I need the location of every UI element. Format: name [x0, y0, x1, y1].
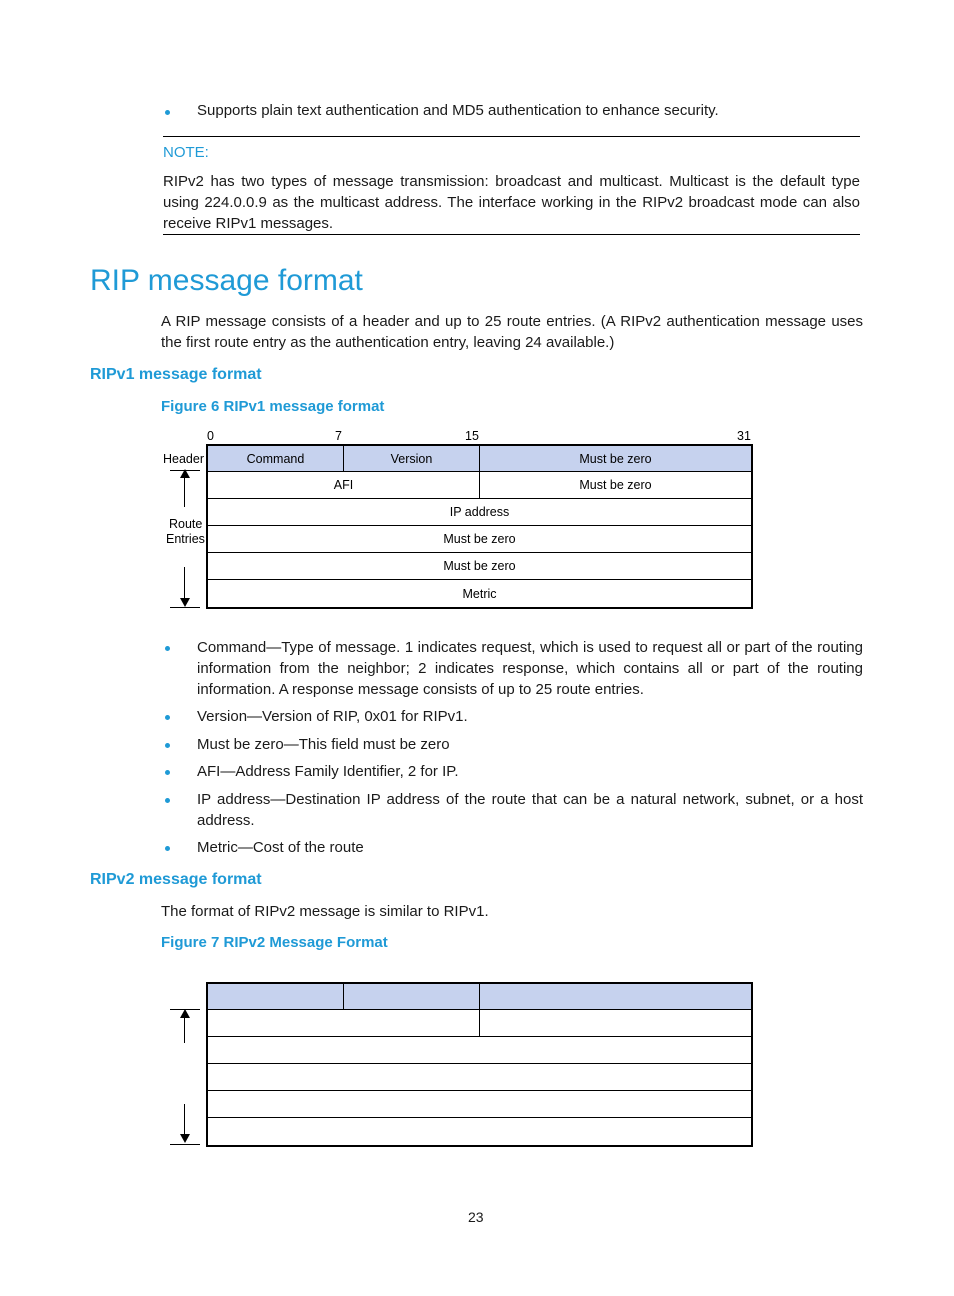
desc-ip-address: IP address—Destination IP address of the route that can be a natural network, subnet, or a host address.	[197, 791, 863, 829]
header-must-be-zero-field: Must be zero	[479, 445, 752, 472]
bullet-icon	[165, 110, 170, 115]
desc-afi: AFI—Address Family Identifier, 2 for IP.	[197, 763, 459, 780]
bullet-icon	[165, 798, 170, 803]
route-up-arrow-shaft	[184, 475, 185, 507]
ripv2-heading: RIPv2 message format	[90, 871, 262, 888]
ripv2-intro: The format of RIPv2 message is similar to RIPv1.	[161, 903, 489, 920]
command-field	[207, 983, 344, 1010]
bit-label-0: 0	[207, 429, 214, 443]
route-top-tick	[170, 470, 200, 471]
ip-address-field: IP address	[207, 498, 752, 526]
version-field: Version	[343, 445, 480, 472]
route-bottom-tick	[170, 1144, 200, 1145]
figure-7-caption: Figure 7 RIPv2 Message Format	[161, 934, 388, 951]
afi-must-be-zero-field: Must be zero	[479, 471, 752, 499]
desc-metric: Metric—Cost of the route	[197, 839, 364, 856]
section-intro: A RIP message consists of a header and up to 25 route entries. (A RIPv2 authentication message uses the first route entry as the authentication entry, leaving 24 available.)	[161, 313, 863, 351]
ripv1-heading: RIPv1 message format	[90, 366, 262, 383]
metric-field	[207, 1117, 752, 1146]
bullet-icon	[165, 770, 170, 775]
route-up-arrow-shaft	[184, 1015, 185, 1043]
route-down-arrow-shaft	[184, 567, 185, 599]
figure-6-caption: Figure 6 RIPv1 message format	[161, 398, 385, 415]
route-side-label: Route	[169, 517, 203, 531]
version-field	[343, 983, 480, 1010]
route-down-arrow-shaft	[184, 1104, 185, 1135]
desc-must-be-zero: Must be zero—This field must be zero	[197, 736, 450, 753]
bit-label-7: 7	[335, 429, 342, 443]
route-top-tick	[170, 1009, 200, 1010]
intro-bullet-text: Supports plain text authentication and MD5 authentication to enhance security.	[197, 102, 719, 119]
route-down-arrowhead-icon	[180, 1134, 190, 1143]
note-label: NOTE:	[163, 144, 209, 161]
note-bottom-rule	[163, 234, 860, 235]
bit-label-31: 31	[737, 429, 751, 443]
bullet-icon	[165, 646, 170, 651]
route-down-arrowhead-icon	[180, 598, 190, 607]
next-hop-field	[207, 1090, 752, 1118]
bullet-icon	[165, 846, 170, 851]
route-up-arrowhead-icon	[180, 1009, 190, 1018]
desc-version: Version—Version of RIP, 0x01 for RIPv1.	[197, 708, 468, 725]
note-top-rule	[163, 136, 860, 137]
command-field: Command	[207, 445, 344, 472]
bullet-icon	[165, 743, 170, 748]
bullet-icon	[165, 715, 170, 720]
afi-field	[207, 1009, 480, 1037]
afi-field: AFI	[207, 471, 480, 499]
subnet-mask-field	[207, 1063, 752, 1091]
route-tag-field	[479, 1009, 752, 1037]
metric-field: Metric	[207, 579, 752, 608]
must-be-zero-field-1: Must be zero	[207, 525, 752, 553]
header-side-label: Header	[163, 452, 204, 466]
ip-address-field	[207, 1036, 752, 1064]
desc-command: Command—Type of message. 1 indicates request, which is used to request all or part of the routing information from the neighbor; 2 indicates response, which contains all or part of the routing information. A response message consists of up to 25 route entries.	[197, 639, 863, 698]
header-must-be-zero-field	[479, 983, 752, 1010]
entries-side-label: Entries	[166, 532, 205, 546]
note-text: RIPv2 has two types of message transmission: broadcast and multicast. Multicast is the default type using 224.0.0.9 as the multicast address. The interface working in the RIPv2 broadcast mode can also receive RIPv1 messages.	[163, 173, 860, 232]
page-number: 23	[468, 1209, 484, 1225]
must-be-zero-field-2: Must be zero	[207, 552, 752, 580]
bit-label-15: 15	[465, 429, 479, 443]
route-bottom-tick	[170, 607, 200, 608]
section-title: RIP message format	[90, 264, 363, 297]
